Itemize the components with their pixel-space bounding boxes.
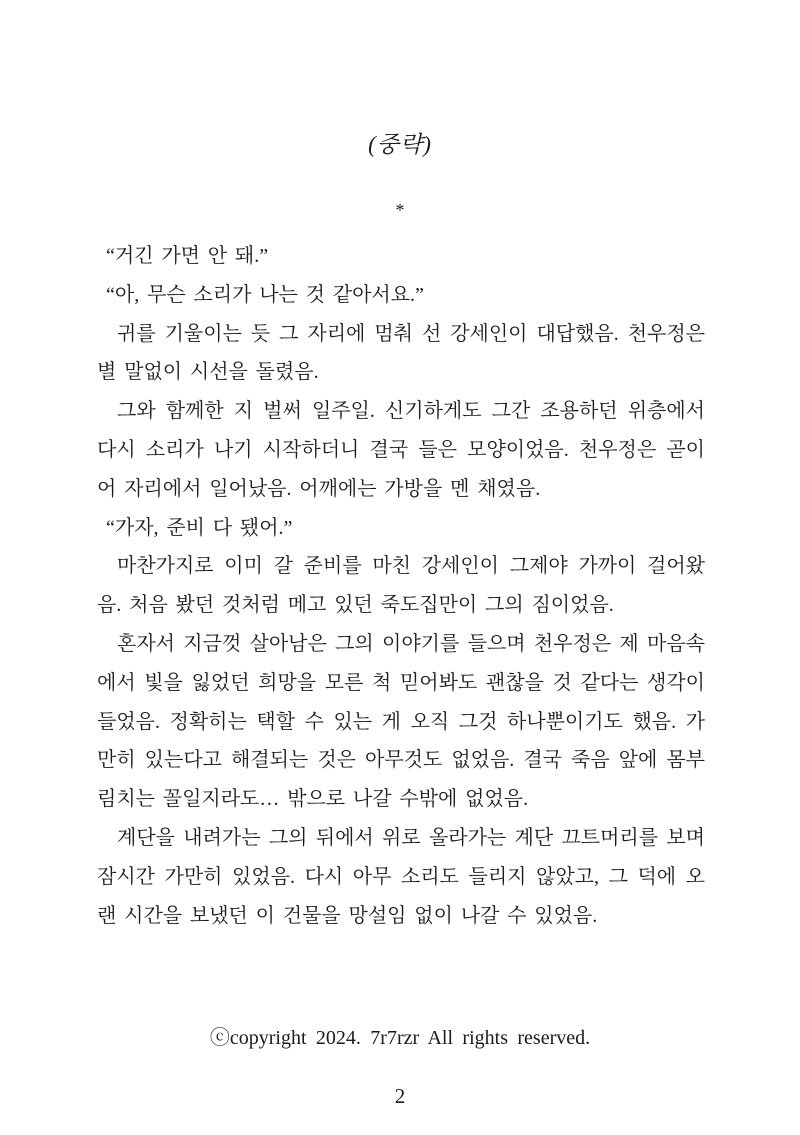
paragraph: 마찬가지로 이미 갈 준비를 마친 강세인이 그제야 가까이 걸어왔음. 처음 봤던 것처럼 메고 있던 죽도집만이 그의 짐이었음.: [97, 555, 705, 617]
body-text: [97, 237, 705, 935]
paragraph: “아, 무슨 소리가 나는 것 같아서요.”: [106, 283, 424, 306]
paragraph: 귀를 기울이는 듯 그 자리에 멈춰 선 강세인이 대답했음. 천우정은 별 말없이 시선을 돌렸음.: [97, 322, 705, 384]
paragraph: 계단을 내려가는 그의 뒤에서 위로 올라가는 계단 끄트머리를 보며 잠시간 가만히 있었음. 다시 아무 소리도 들리지 않았고, 그 덕에 오랜 시간을 보냈던 이 건물을 망설임 없이 나갈 수 있었음.: [97, 826, 705, 927]
paragraph: “가자, 준비 다 됐어.”: [106, 516, 293, 539]
omission-marker: (중략): [368, 132, 432, 157]
page-number: 2: [394, 1084, 406, 1108]
copyright-notice: ⓒcopyright 2024. 7r7rzr All rights reserved.: [209, 1027, 591, 1049]
paragraph: 혼자서 지금껏 살아남은 그의 이야기를 들으며 천우정은 제 마음속에서 빛을 잃었던 희망을 모른 척 믿어봐도 괜찮을 것 같다는 생각이 들었음. 정확히는 택할 수 있는 게 오직 그것 하나뿐이기도 했음. 가만히 있는다고 해결되는 것은 아무것도 없었음. 결국 죽음 앞에 몸부림치는 꼴일지라도… 밖으로 나갈 수밖에 없었음.: [97, 632, 705, 811]
scene-divider: *: [395, 200, 405, 220]
paragraph: 그와 함께한 지 벌써 일주일. 신기하게도 그간 조용하던 위층에서 다시 소리가 나기 시작하더니 결국 들은 모양이었음. 천우정은 곧이어 자리에서 일어났음. 어깨에는 가방을 멘 채였음.: [97, 400, 705, 500]
paragraph: “거긴 가면 안 돼.”: [106, 245, 269, 267]
